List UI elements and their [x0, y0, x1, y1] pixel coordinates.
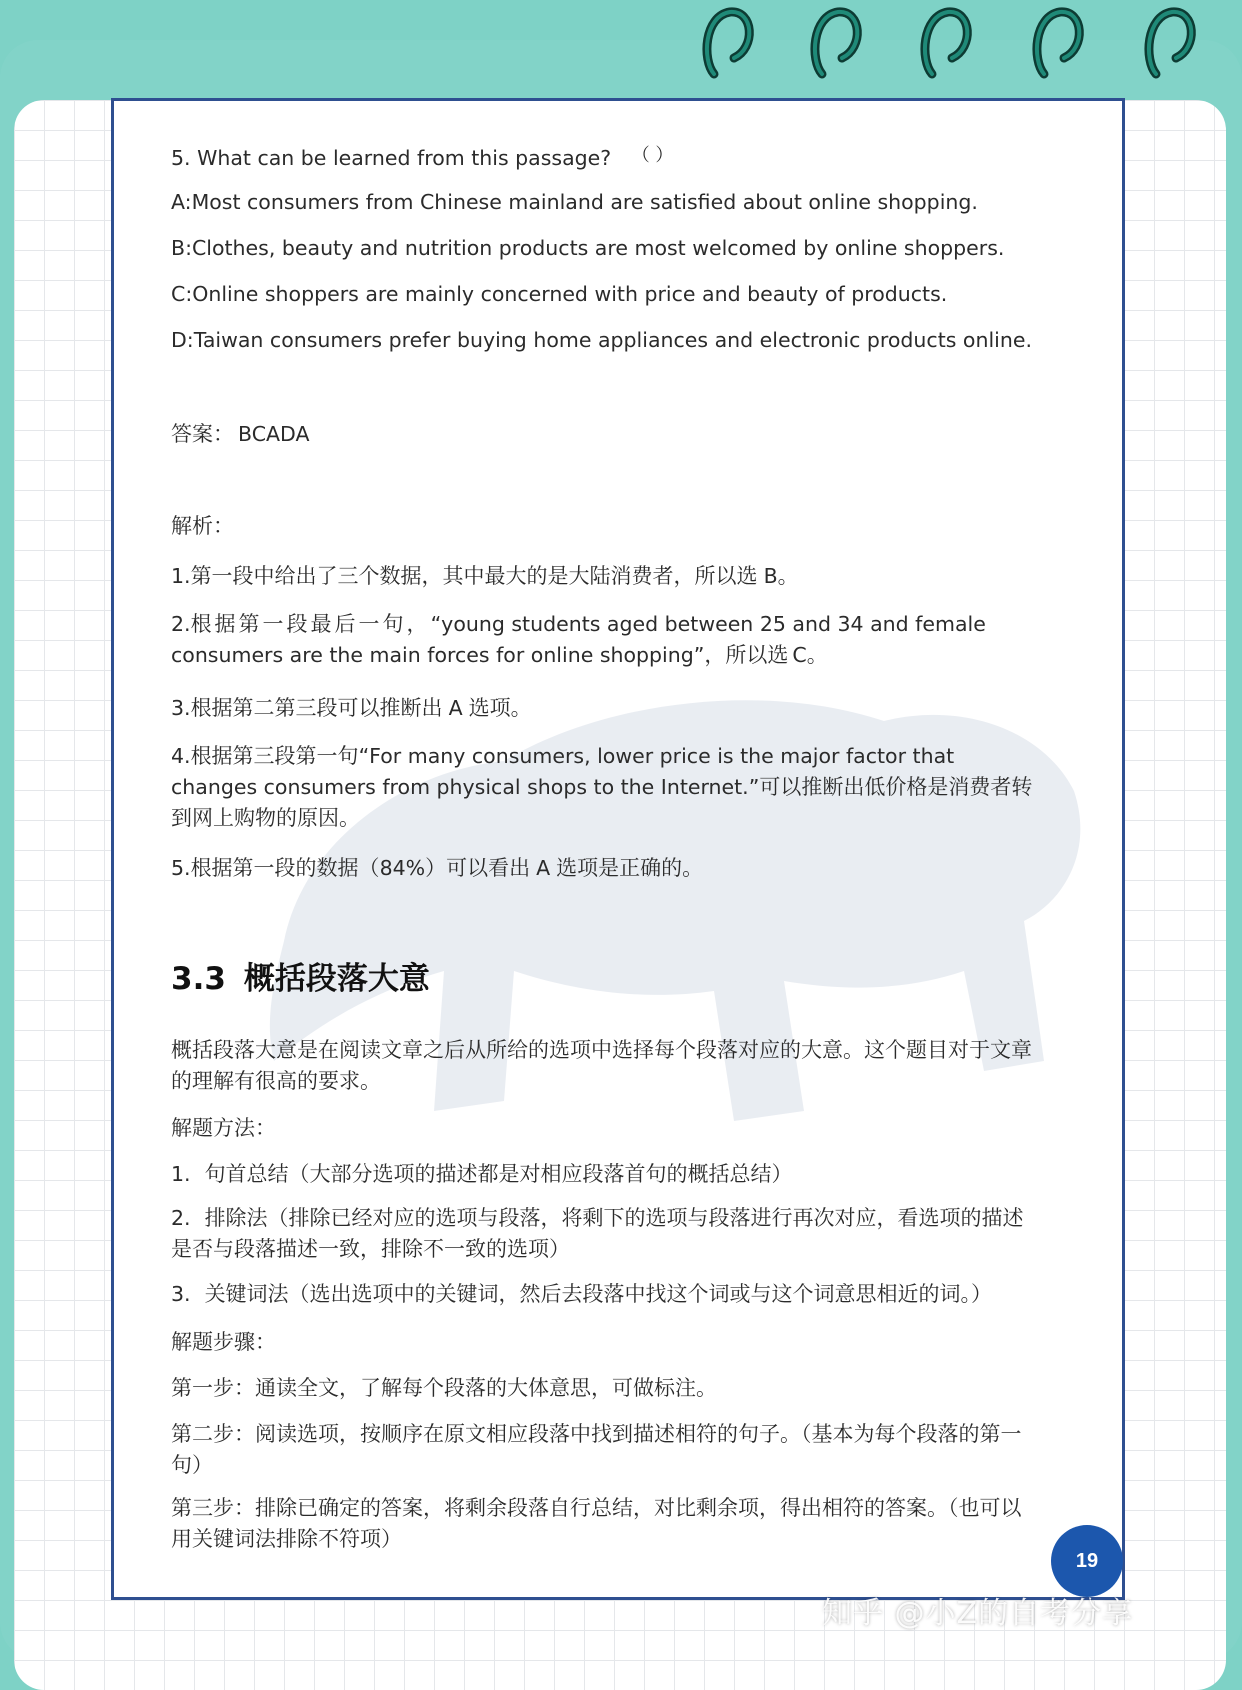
binder-ring-icon	[918, 4, 976, 82]
binder-ring-icon	[808, 4, 866, 82]
section-intro: 概括段落大意是在阅读文章之后从所给的选项中选择每个段落对应的大意。这个题目对于文章的理解有很高的要求。	[171, 1038, 1032, 1093]
page-number-badge: 19	[1051, 1525, 1123, 1597]
zhihu-watermark: 知乎 @小Z的自考分享	[822, 1596, 1134, 1631]
section-heading: 3.3 概括段落大意	[171, 961, 430, 997]
method-item: 3. 关键词法（选出选项中的关键词，然后去段落中找这个词或与这个词意思相近的词。）	[171, 1282, 993, 1306]
answer-paren: （ ）	[631, 145, 674, 166]
methods-label: 解题方法：	[171, 1116, 276, 1140]
step-item: 第二步：阅读选项，按顺序在原文相应段落中找到描述相符的句子。（基本为每个段落的第一句）	[171, 1422, 1022, 1477]
analysis-item: 2.根据第一段最后一句，“young students aged between 25 and 34 and female consumers are the main forces for online shopping”，所以选 C。	[171, 612, 986, 667]
method-item: 1. 句首总结（大部分选项的描述都是对相应段落首句的概括总结）	[171, 1162, 793, 1186]
analysis-item: 4.根据第三段第一句“For many consumers, lower price is the major factor that changes consumers from physical shops to the Internet.”可以推断出低价格是消费者转到网上购物的原因。	[171, 744, 1033, 830]
question-stem: 5. What can be learned from this passage? （ ）	[171, 145, 674, 170]
analysis-item: 5.根据第一段的数据（84%）可以看出 A 选项是正确的。	[171, 856, 704, 880]
analysis-label: 解析：	[171, 514, 234, 538]
step-item: 第一步：通读全文，了解每个段落的大体意思，可做标注。	[171, 1376, 717, 1400]
option-c: C:Online shoppers are mainly concerned with price and beauty of products.	[171, 282, 948, 306]
binder-ring-icon	[1142, 4, 1200, 82]
binder-ring-icon	[700, 4, 758, 82]
steps-label: 解题步骤：	[171, 1330, 276, 1354]
option-d: D:Taiwan consumers prefer buying home appliances and electronic products online.	[171, 328, 1032, 352]
analysis-item: 1.第一段中给出了三个数据，其中最大的是大陆消费者，所以选 B。	[171, 564, 799, 588]
method-item: 2. 排除法（排除已经对应的选项与段落，将剩下的选项与段落进行再次对应，看选项的描述是否与段落描述一致，排除不一致的选项）	[171, 1206, 1024, 1261]
answer-line	[171, 419, 310, 449]
answer-value: BCADA	[238, 422, 310, 446]
option-b: B:Clothes, beauty and nutrition products are most welcomed by online shoppers.	[171, 236, 1005, 260]
option-a: A:Most consumers from Chinese mainland are satisfied about online shopping.	[171, 190, 978, 214]
binder-ring-icon	[1030, 4, 1088, 82]
step-item: 第三步：排除已确定的答案，将剩余段落自行总结，对比剩余项，得出相符的答案。（也可以用关键词法排除不符项）	[171, 1496, 1022, 1551]
answer-label: 答案：	[171, 422, 234, 446]
analysis-item: 3.根据第二第三段可以推断出 A 选项。	[171, 696, 532, 720]
document-page	[111, 98, 1125, 1600]
